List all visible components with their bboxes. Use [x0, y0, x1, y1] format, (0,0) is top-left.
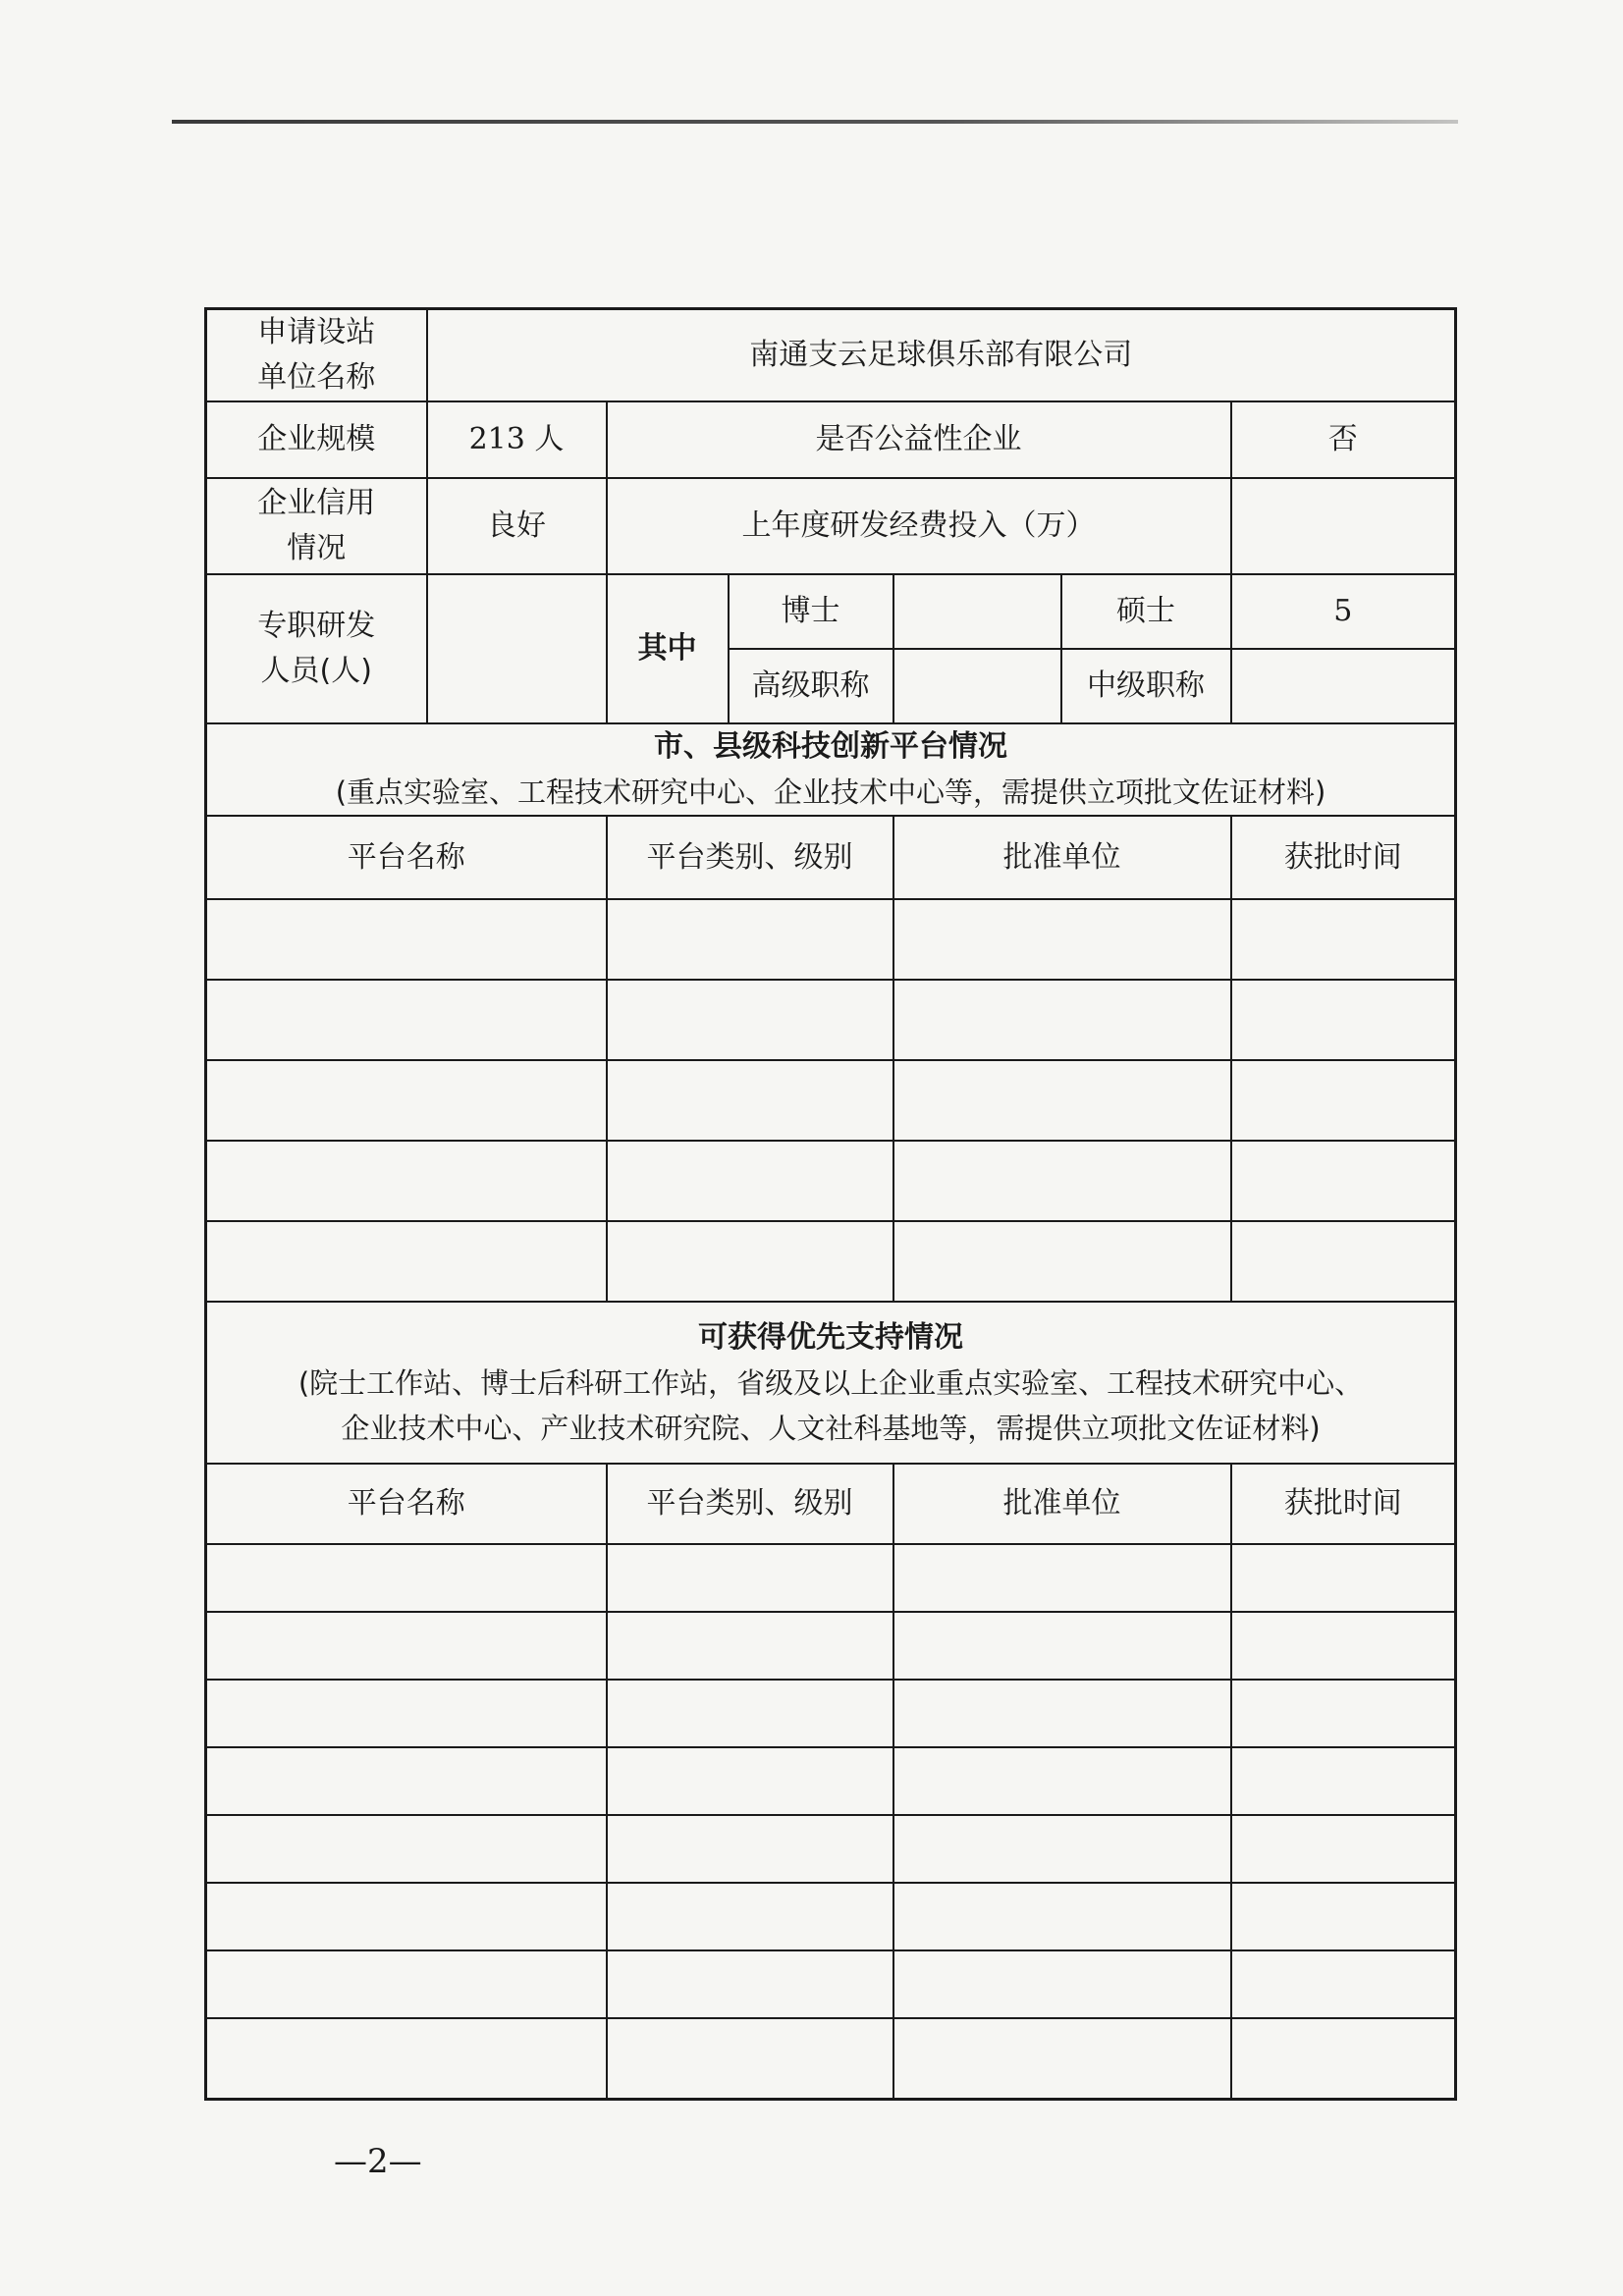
table-cell[interactable] — [893, 1883, 1231, 1950]
page-number: —2— — [334, 2142, 422, 2181]
table-row — [206, 1747, 1456, 1815]
table-row — [206, 1544, 1456, 1612]
staff-total-value[interactable] — [427, 574, 607, 723]
credit-label-line2: 情况 — [287, 531, 347, 565]
master-value[interactable]: 5 — [1231, 574, 1456, 649]
table-row — [206, 1950, 1456, 2018]
table-cell[interactable] — [206, 1612, 607, 1680]
table-cell[interactable] — [607, 1544, 893, 1612]
header-rule — [172, 120, 1458, 124]
table-cell[interactable] — [1231, 980, 1456, 1060]
credit-label-line1: 企业信用 — [257, 486, 376, 520]
applicant-label — [206, 309, 427, 402]
table-cell[interactable] — [607, 1747, 893, 1815]
credit-label — [206, 478, 427, 574]
table-cell[interactable] — [607, 1221, 893, 1302]
table-cell[interactable] — [206, 1221, 607, 1302]
table-cell[interactable] — [1231, 1221, 1456, 1302]
section2-header-row — [206, 1464, 1456, 1544]
table-row — [206, 1060, 1456, 1141]
table-cell[interactable] — [607, 1141, 893, 1221]
table-cell[interactable] — [893, 980, 1231, 1060]
table-cell[interactable] — [206, 1680, 607, 1747]
table-cell[interactable] — [893, 1544, 1231, 1612]
middle-title-value[interactable] — [1231, 649, 1456, 723]
table-row — [206, 1815, 1456, 1883]
section1-header-row — [206, 816, 1456, 899]
table-cell[interactable] — [607, 1612, 893, 1680]
staff-row-1 — [206, 574, 1456, 649]
table-cell[interactable] — [893, 2018, 1231, 2099]
table-cell[interactable] — [206, 980, 607, 1060]
phd-label: 博士 — [729, 574, 893, 649]
section2-col-approval-date: 获批时间 — [1231, 1464, 1456, 1544]
rd-investment-value[interactable] — [1231, 478, 1456, 574]
table-cell[interactable] — [1231, 1544, 1456, 1612]
table-cell[interactable] — [893, 1141, 1231, 1221]
table-cell[interactable] — [206, 1747, 607, 1815]
table-cell[interactable] — [893, 1221, 1231, 1302]
table-cell[interactable] — [1231, 2018, 1456, 2099]
staff-label — [206, 574, 427, 723]
section2-col-platform-type: 平台类别、级别 — [607, 1464, 893, 1544]
rd-investment-label: 上年度研发经费投入（万） — [607, 478, 1231, 574]
scale-label: 企业规模 — [206, 401, 427, 478]
section2-note-line2: 企业技术中心、产业技术研究院、人文社科基地等，需提供立项批文佐证材料) — [341, 1411, 1321, 1445]
table-cell[interactable] — [1231, 1680, 1456, 1747]
among-label: 其中 — [607, 574, 729, 723]
section1-heading — [206, 723, 1456, 816]
table-cell[interactable] — [607, 1680, 893, 1747]
table-cell[interactable] — [206, 1815, 607, 1883]
applicant-label-line1: 申请设站 — [257, 315, 376, 349]
table-row — [206, 1141, 1456, 1221]
section1-col-platform-type: 平台类别、级别 — [607, 816, 893, 899]
table-cell[interactable] — [206, 1544, 607, 1612]
table-cell[interactable] — [893, 1747, 1231, 1815]
section2-col-approving-unit: 批准单位 — [893, 1464, 1231, 1544]
applicant-value[interactable]: 南通支云足球俱乐部有限公司 — [427, 309, 1456, 402]
table-cell[interactable] — [607, 1815, 893, 1883]
scale-value[interactable]: 213 人 — [427, 401, 607, 478]
section1-col-approving-unit: 批准单位 — [893, 816, 1231, 899]
section2-col-platform-name: 平台名称 — [206, 1464, 607, 1544]
table-cell[interactable] — [607, 1060, 893, 1141]
table-cell[interactable] — [1231, 1060, 1456, 1141]
table-cell[interactable] — [206, 1060, 607, 1141]
table-cell[interactable] — [893, 1060, 1231, 1141]
section1-title: 市、县级科技创新平台情况 — [654, 729, 1008, 764]
section1-col-approval-date: 获批时间 — [1231, 816, 1456, 899]
table-cell[interactable] — [206, 2018, 607, 2099]
section2-heading — [206, 1302, 1456, 1464]
staff-label-line2: 人员(人) — [260, 654, 372, 688]
table-cell[interactable] — [206, 1950, 607, 2018]
table-cell[interactable] — [1231, 1815, 1456, 1883]
senior-title-value[interactable] — [893, 649, 1061, 723]
table-row — [206, 1680, 1456, 1747]
table-row — [206, 1612, 1456, 1680]
table-cell[interactable] — [893, 1815, 1231, 1883]
credit-row — [206, 478, 1456, 574]
table-cell[interactable] — [206, 1141, 607, 1221]
section2-title: 可获得优先支持情况 — [698, 1319, 964, 1355]
section2-heading-row — [206, 1302, 1456, 1464]
senior-title-label: 高级职称 — [729, 649, 893, 723]
table-cell[interactable] — [607, 980, 893, 1060]
table-row — [206, 2018, 1456, 2099]
table-cell[interactable] — [206, 1883, 607, 1950]
staff-label-line1: 专职研发 — [257, 609, 376, 643]
table-cell[interactable] — [1231, 1883, 1456, 1950]
applicant-row — [206, 309, 1456, 402]
table-cell[interactable] — [1231, 1141, 1456, 1221]
table-row — [206, 1883, 1456, 1950]
table-cell[interactable] — [1231, 1612, 1456, 1680]
section1-col-platform-name: 平台名称 — [206, 816, 607, 899]
table-cell[interactable] — [1231, 1747, 1456, 1815]
public-welfare-value[interactable]: 否 — [1231, 401, 1456, 478]
phd-value[interactable] — [893, 574, 1061, 649]
middle-title-label: 中级职称 — [1061, 649, 1231, 723]
table-cell[interactable] — [1231, 1950, 1456, 2018]
section1-heading-row — [206, 723, 1456, 816]
table-cell[interactable] — [607, 1950, 893, 2018]
table-row — [206, 1221, 1456, 1302]
table-cell[interactable] — [893, 1950, 1231, 2018]
table-cell[interactable] — [206, 899, 607, 980]
table-row — [206, 899, 1456, 980]
table-cell[interactable] — [893, 899, 1231, 980]
credit-value[interactable]: 良好 — [427, 478, 607, 574]
table-cell[interactable] — [607, 899, 893, 980]
table-cell[interactable] — [893, 1680, 1231, 1747]
table-row — [206, 980, 1456, 1060]
section1-note: (重点实验室、工程技术研究中心、企业技术中心等，需提供立项批文佐证材料) — [335, 775, 1326, 809]
table-cell[interactable] — [607, 1883, 893, 1950]
table-cell[interactable] — [893, 1612, 1231, 1680]
application-form-table — [204, 307, 1457, 2101]
table-cell[interactable] — [607, 2018, 893, 2099]
public-welfare-label: 是否公益性企业 — [607, 401, 1231, 478]
applicant-label-line2: 单位名称 — [257, 360, 376, 395]
master-label: 硕士 — [1061, 574, 1231, 649]
table-cell[interactable] — [1231, 899, 1456, 980]
scale-row — [206, 401, 1456, 478]
section2-note-line1: (院士工作站、博士后科研工作站，省级及以上企业重点实验室、工程技术研究中心、 — [298, 1365, 1364, 1400]
